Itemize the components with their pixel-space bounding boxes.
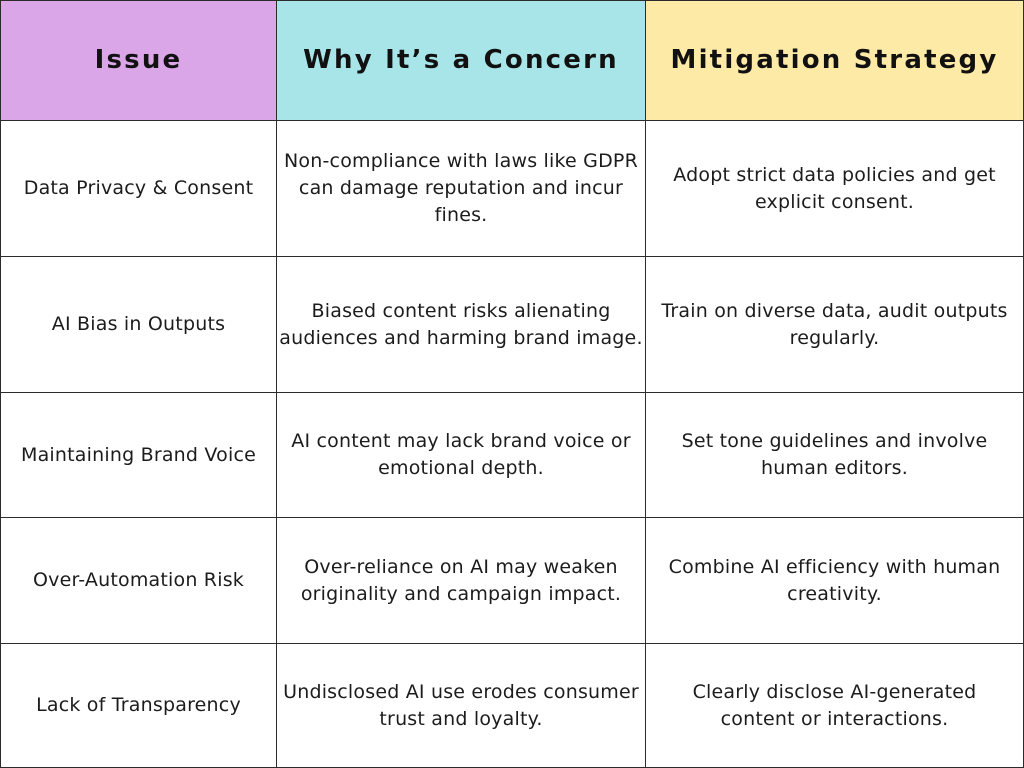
- cell-concern: Biased content risks alienating audiences and harming brand image.: [277, 257, 646, 393]
- cell-mitigation: Adopt strict data policies and get explicit consent.: [646, 121, 1024, 257]
- cell-issue: Data Privacy & Consent: [0, 121, 277, 257]
- cell-mitigation: Clearly disclose AI-generated content or interactions.: [646, 644, 1024, 768]
- cell-mitigation: Train on diverse data, audit outputs regularly.: [646, 257, 1024, 393]
- header-issue: Issue: [0, 0, 277, 121]
- cell-issue: Over-Automation Risk: [0, 518, 277, 644]
- cell-issue: Lack of Transparency: [0, 644, 277, 768]
- cell-concern: AI content may lack brand voice or emotional depth.: [277, 393, 646, 518]
- cell-mitigation: Set tone guidelines and involve human editors.: [646, 393, 1024, 518]
- cell-mitigation: Combine AI efficiency with human creativity.: [646, 518, 1024, 644]
- cell-concern: Over-reliance on AI may weaken originality and campaign impact.: [277, 518, 646, 644]
- cell-issue: Maintaining Brand Voice: [0, 393, 277, 518]
- header-concern: Why It’s a Concern: [277, 0, 646, 121]
- cell-issue: AI Bias in Outputs: [0, 257, 277, 393]
- cell-concern: Non-compliance with laws like GDPR can damage reputation and incur fines.: [277, 121, 646, 257]
- header-mitigation: Mitigation Strategy: [646, 0, 1024, 121]
- cell-concern: Undisclosed AI use erodes consumer trust and loyalty.: [277, 644, 646, 768]
